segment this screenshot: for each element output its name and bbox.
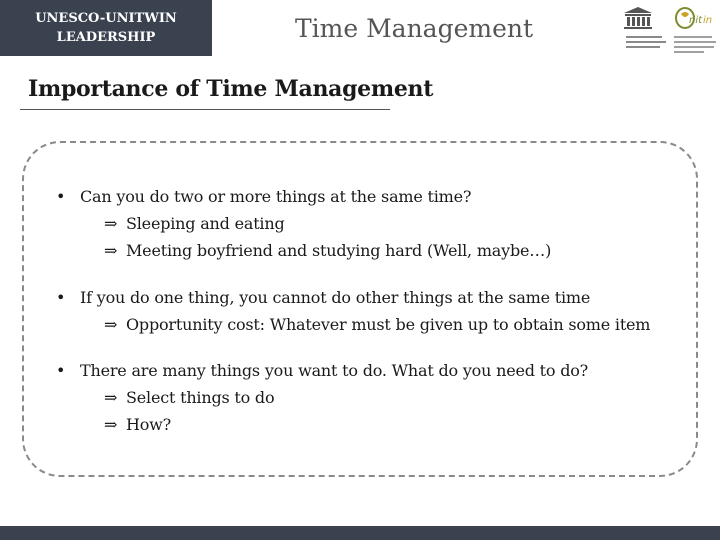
- bullet-2-text: If you do one thing, you cannot do other things at the same time: [80, 288, 591, 307]
- arrow-icon: ⇒: [104, 415, 118, 434]
- logo-group: [606, 4, 718, 58]
- arrow-icon: ⇒: [104, 315, 118, 334]
- slide-title: Importance of Time Management: [28, 76, 434, 102]
- bullet-dot-1: •: [56, 187, 66, 206]
- header-title: Time Management: [294, 13, 534, 43]
- arrow-icon: ⇒: [104, 241, 118, 260]
- footer-bar: [0, 526, 720, 540]
- arrow-icon: ⇒: [104, 388, 118, 407]
- svg-text:nit: nit: [689, 15, 703, 26]
- bullet-2-subitem-1: ⇒ Opportunity cost: Whatever must be given up to obtain some item: [104, 315, 651, 334]
- title-underline: [20, 109, 390, 110]
- unitwin-emblem-icon: [672, 4, 718, 34]
- badge-line-2: LEADERSHIP: [56, 30, 156, 45]
- bullet-1-subitem-1: ⇒ Sleeping and eating: [104, 214, 285, 233]
- unesco-temple-icon: [623, 6, 653, 30]
- unesco-caption: [626, 36, 666, 51]
- bullet-3-text: There are many things you want to do. What do you need to do?: [80, 361, 589, 380]
- arrow-icon: ⇒: [104, 214, 118, 233]
- badge-line-1: UNESCO-UNITWIN: [35, 11, 177, 26]
- unitwin-caption: [674, 36, 716, 56]
- header-badge: [0, 0, 212, 56]
- unesco-logo: [610, 4, 668, 58]
- svg-text:in: in: [703, 15, 713, 26]
- bullet-1-subitem-2: ⇒ Meeting boyfriend and studying hard (Well, maybe…): [104, 241, 552, 260]
- bullet-1-text: Can you do two or more things at the same time?: [80, 187, 472, 206]
- bullet-3-subitem-1: ⇒ Select things to do: [104, 388, 275, 407]
- unitwin-logo: [672, 4, 718, 58]
- bullet-3-subitem-2: ⇒ How?: [104, 415, 172, 434]
- bullet-dot-2: •: [56, 288, 66, 307]
- bullet-dot-3: •: [56, 361, 66, 380]
